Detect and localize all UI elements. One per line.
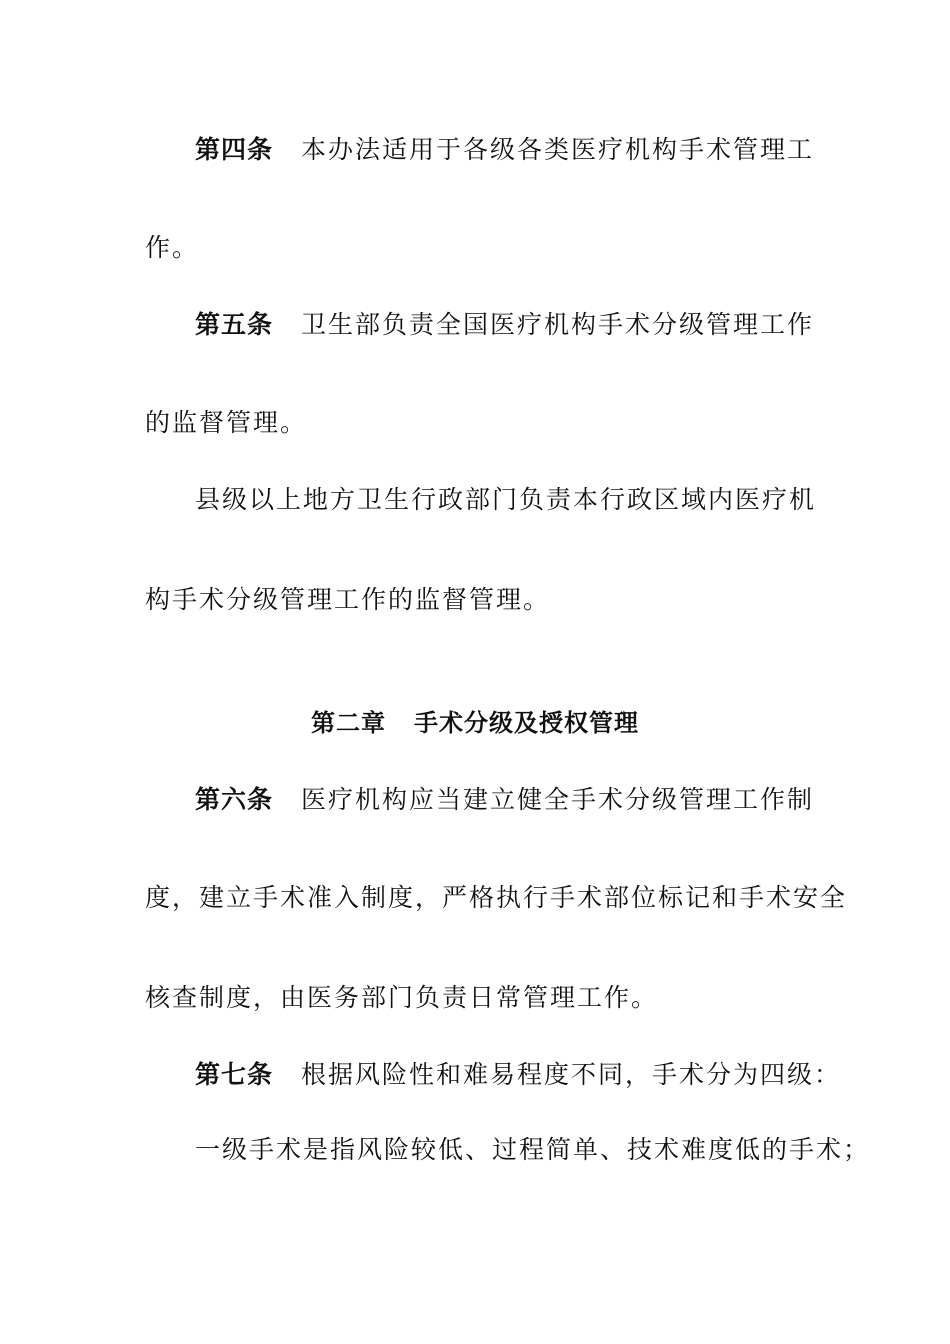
article-5-line-1 bbox=[195, 310, 814, 340]
article-4-text: 本办法适用于各级各类医疗机构手术管理工 bbox=[301, 135, 815, 164]
article-5-label: 第五条 bbox=[195, 310, 274, 339]
article-6-label: 第六条 bbox=[195, 785, 274, 814]
article-7-label: 第七条 bbox=[195, 1060, 274, 1089]
article-5-para-2-line-1: 县级以上地方卫生行政部门负责本行政区域内医疗机 bbox=[195, 485, 817, 514]
chapter-title: 手术分级及授权管理 bbox=[414, 709, 639, 737]
article-6-line-2: 度，建立手术准入制度，严格执行手术部位标记和手术安全 bbox=[145, 883, 848, 912]
article-6-line-1 bbox=[195, 785, 814, 815]
chapter-number: 第二章 bbox=[311, 709, 386, 737]
article-4-label: 第四条 bbox=[195, 135, 274, 164]
article-6-line-3: 核查制度，由医务部门负责日常管理工作。 bbox=[145, 983, 659, 1012]
article-4-line-1 bbox=[195, 135, 814, 165]
article-4-line-2: 作。 bbox=[145, 233, 200, 262]
article-5-line-2: 的监督管理。 bbox=[145, 408, 308, 437]
article-5-para-2-line-2: 构手术分级管理工作的监督管理。 bbox=[145, 585, 551, 614]
article-6-text: 医疗机构应当建立健全手术分级管理工作制 bbox=[301, 785, 815, 814]
chapter-heading bbox=[0, 708, 950, 738]
article-7-item-1: 一级手术是指风险较低、过程简单、技术难度低的手术； bbox=[195, 1135, 871, 1164]
article-7-text: 根据风险性和难易程度不同，手术分为四级： bbox=[301, 1060, 842, 1089]
article-7-line-1 bbox=[195, 1060, 841, 1090]
article-5-text: 卫生部负责全国医疗机构手术分级管理工作 bbox=[301, 310, 815, 339]
